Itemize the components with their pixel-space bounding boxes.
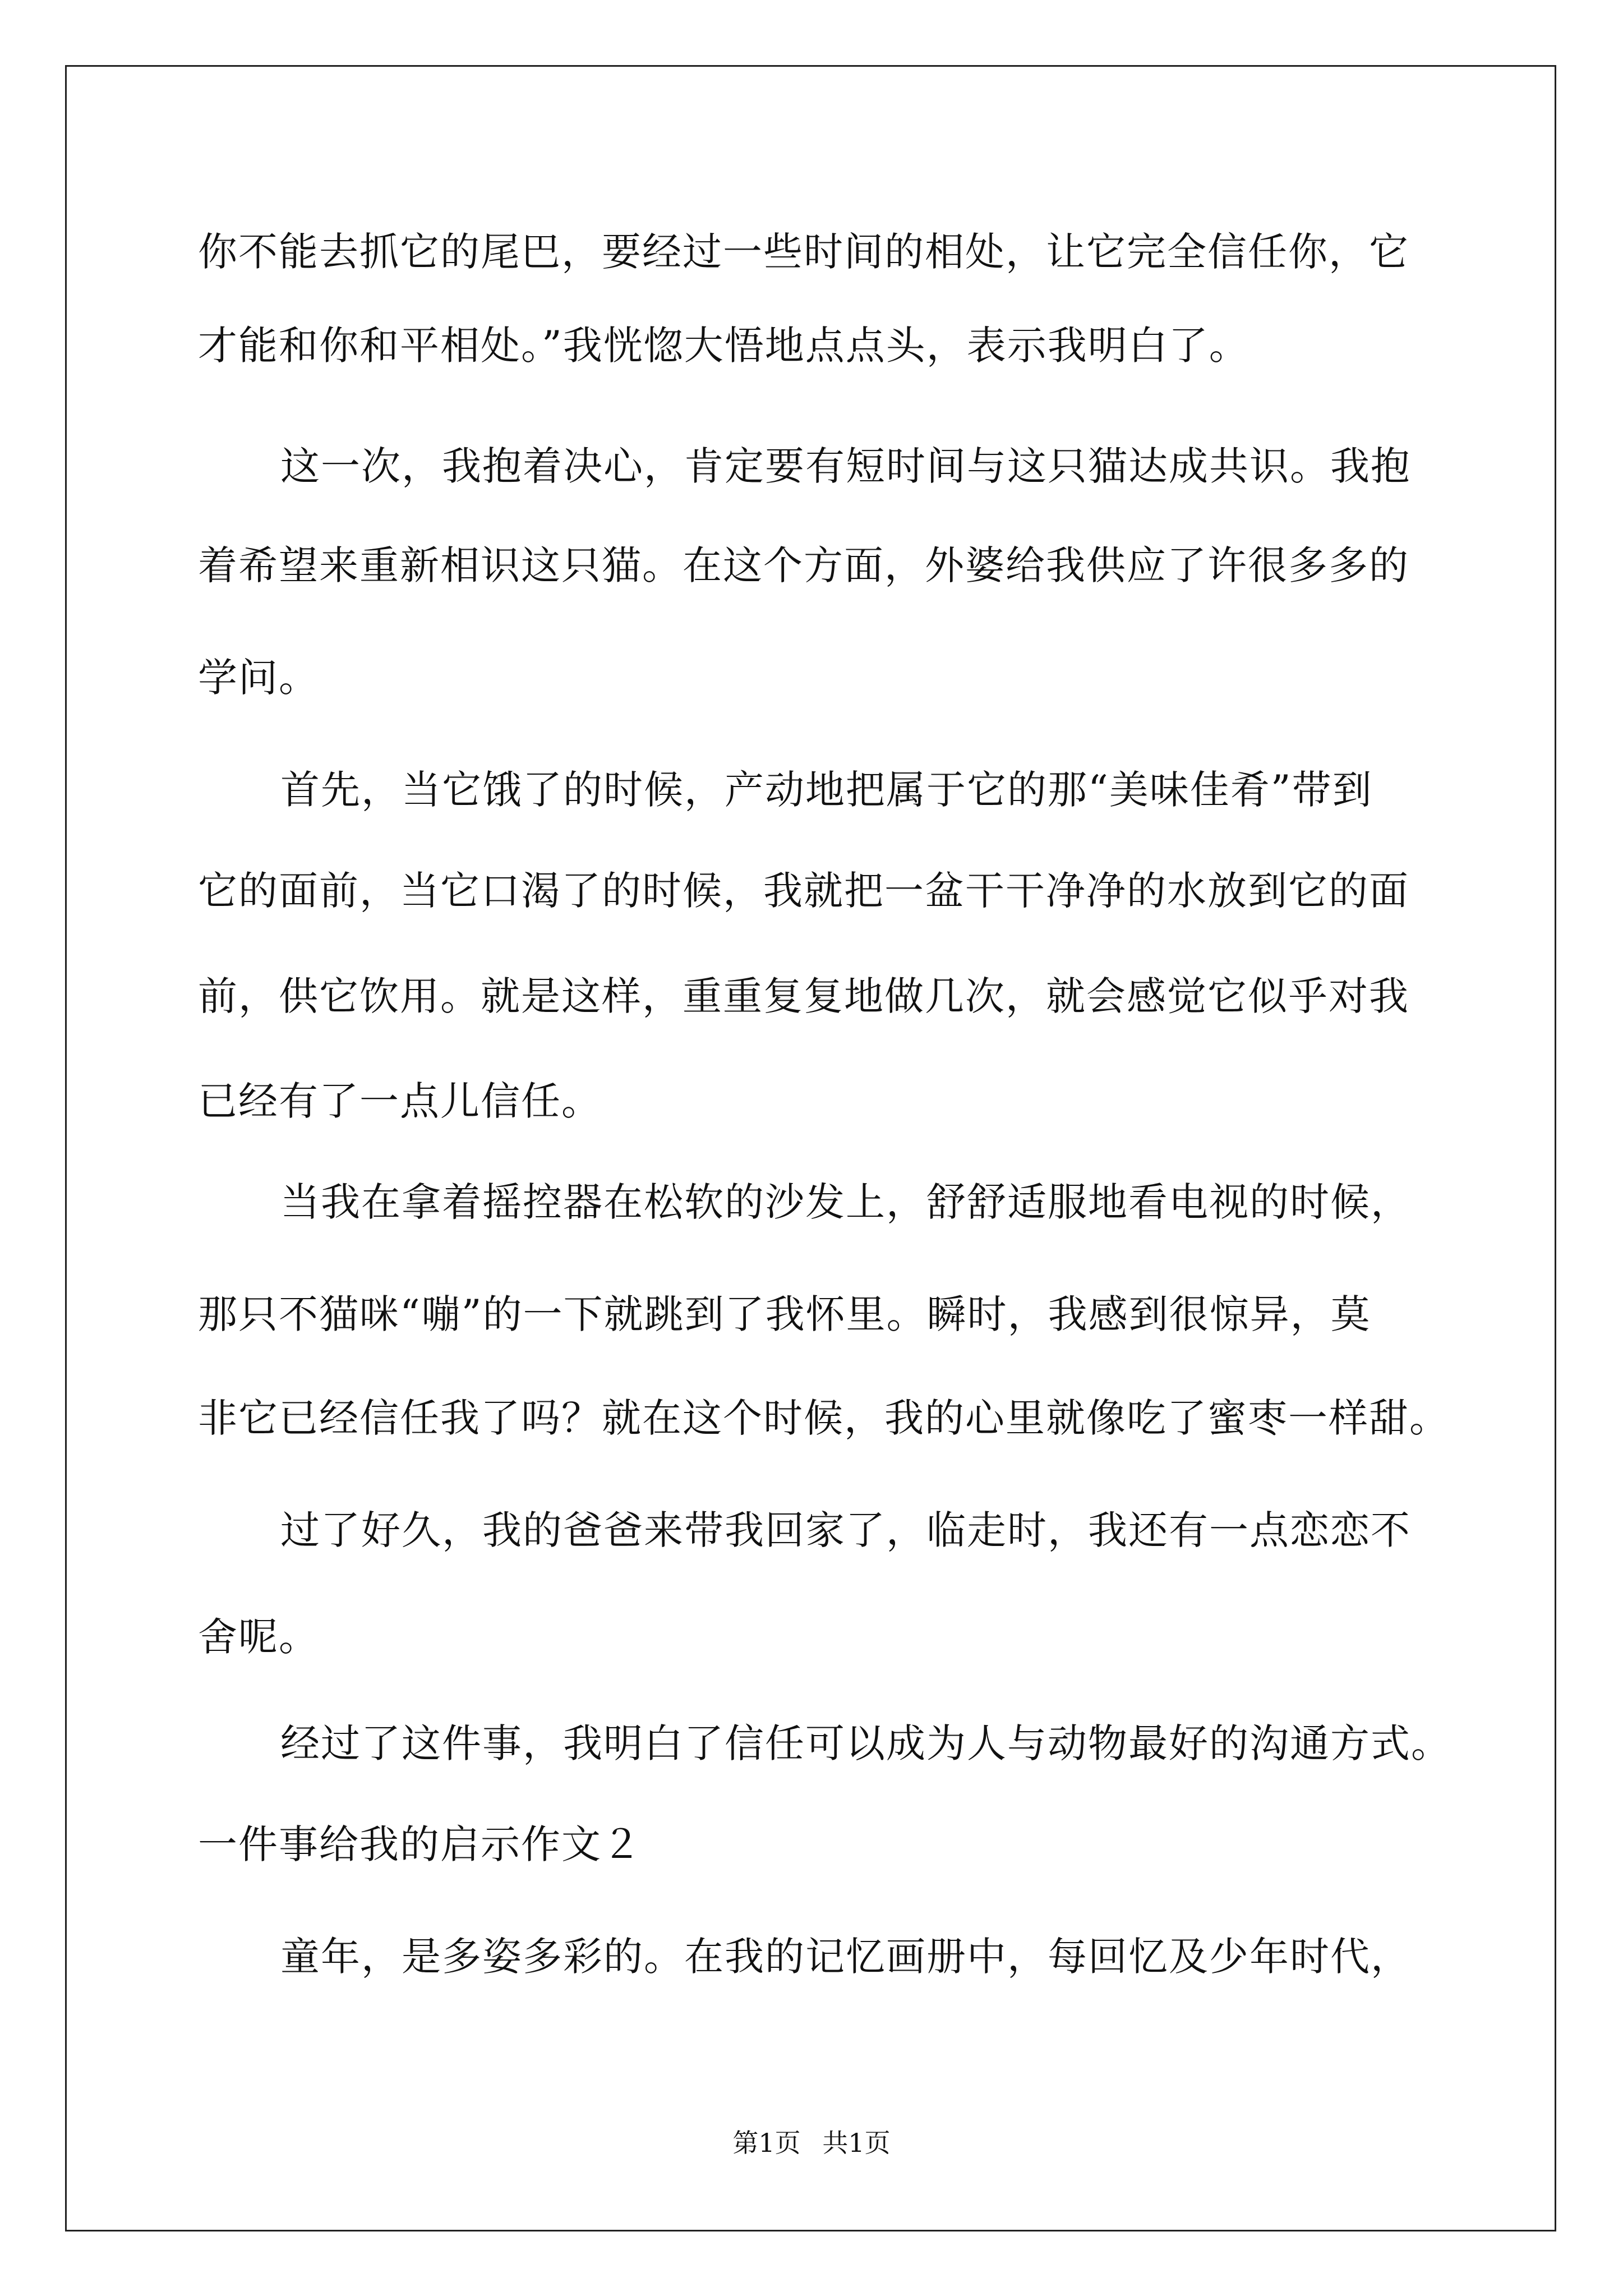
body-line-17: 童年，是多姿多彩的。在我的记忆画册中，每回忆及少年时代，	[280, 1934, 1411, 1980]
body-line-8: 前，供它饮用。就是这样，重重复复地做几次，就会感觉它似乎对我	[198, 973, 1409, 1019]
page-total: 共1页	[822, 2128, 891, 2158]
body-line-13: 过了好久，我的爸爸来带我回家了，临走时，我还有一点恋恋不	[280, 1507, 1411, 1553]
body-line-5: 学问。	[198, 655, 319, 701]
body-line-9: 已经有了一点儿信任。	[198, 1078, 602, 1124]
body-line-11: 那只不猫咪“嘣”的一下就跳到了我怀里。瞬时，我感到很惊异，莫	[198, 1291, 1371, 1337]
body-line-6: 首先，当它饿了的时候，产动地把属于它的那“美味佳肴”带到	[280, 767, 1373, 813]
body-line-10: 当我在拿着摇控器在松软的沙发上，舒舒适服地看电视的时候，	[280, 1179, 1411, 1225]
body-line-3: 这一次，我抱着决心，肯定要有短时间与这只猫达成共识。我抱	[280, 443, 1411, 489]
body-line-4: 着希望来重新相识这只猫。在这个方面，外婆给我供应了许很多多的	[198, 542, 1409, 588]
body-line-7: 它的面前，当它口渴了的时候，我就把一盆干干净净的水放到它的面	[198, 868, 1409, 914]
body-line-12: 非它已经信任我了吗？就在这个时候，我的心里就像吃了蜜枣一样甜。	[198, 1395, 1450, 1441]
page-number: 第1页	[732, 2128, 801, 2158]
body-line-2: 才能和你和平相处。”我恍惚大悟地点点头，表示我明白了。	[198, 323, 1249, 369]
body-line-15: 经过了这件事，我明白了信任可以成为人与动物最好的沟通方式。	[280, 1720, 1451, 1766]
section-heading: 一件事给我的启示作文２	[198, 1821, 642, 1867]
page-footer	[0, 2126, 1623, 2160]
body-line-14: 舍呢。	[198, 1614, 319, 1660]
page-border	[65, 65, 1556, 2231]
body-line-1: 你不能去抓它的尾巴，要经过一些时间的相处，让它完全信任你，它	[198, 229, 1409, 275]
